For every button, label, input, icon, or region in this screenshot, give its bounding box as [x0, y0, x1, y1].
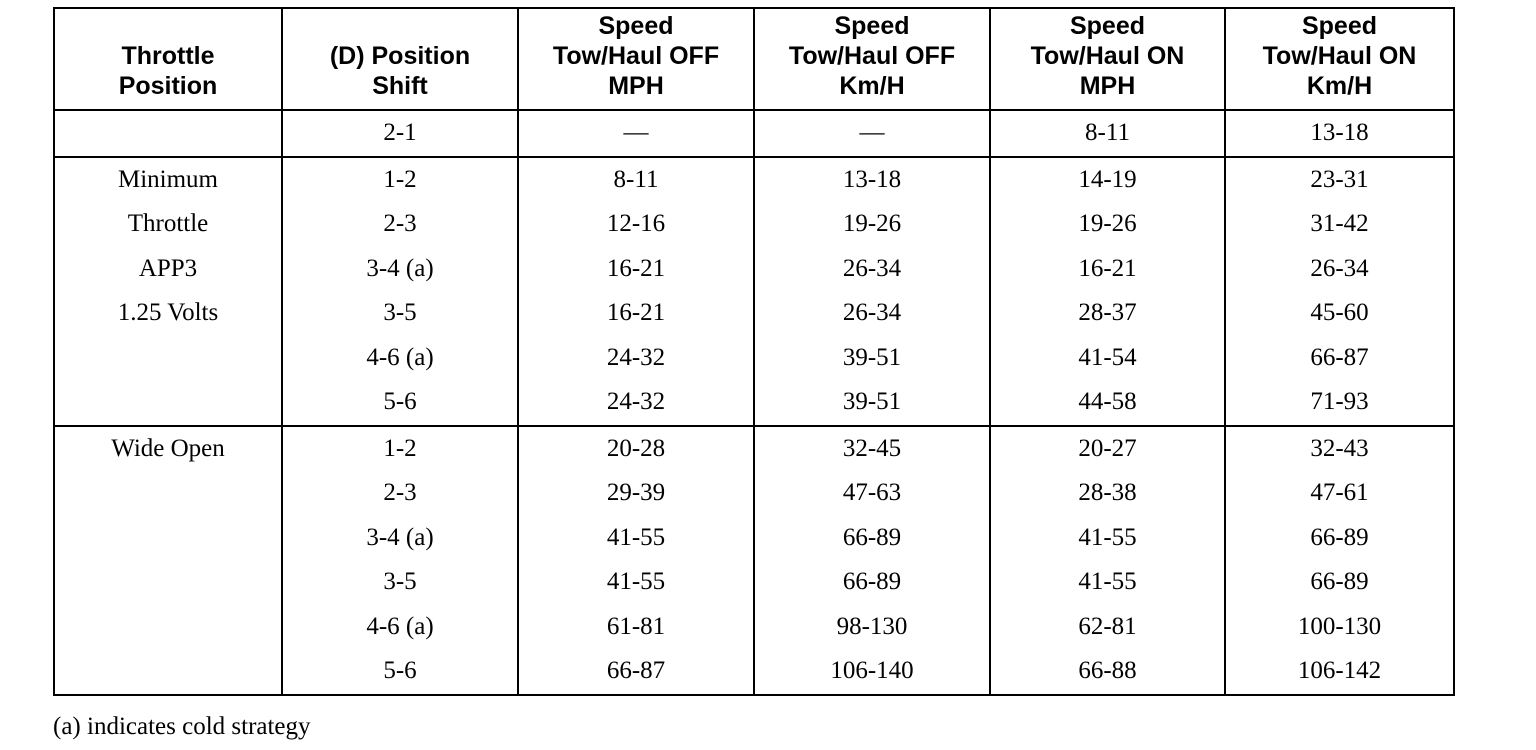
table-cell: 24-32 [518, 380, 754, 426]
table-cell: 66-87 [518, 649, 754, 695]
table-cell: 71-93 [1225, 380, 1454, 426]
table-cell: 3-5 [282, 291, 518, 336]
group-minimum-throttle [54, 157, 1454, 426]
header-speed-on-kmh: Speed Tow/Haul ON Km/H [1225, 8, 1454, 110]
table-cell: 61-81 [518, 605, 754, 650]
table-cell: 8-11 [990, 110, 1225, 157]
footnote-cold-strategy: (a) indicates cold strategy [53, 713, 311, 740]
table-cell: 32-43 [1225, 426, 1454, 472]
table-cell: 20-28 [518, 426, 754, 472]
table-cell: 39-51 [754, 336, 990, 381]
table-row [54, 157, 1454, 203]
table-cell: 66-87 [1225, 336, 1454, 381]
table-cell [54, 605, 282, 650]
table-cell [54, 560, 282, 605]
table-cell: 23-31 [1225, 157, 1454, 203]
table-cell: 14-19 [990, 157, 1225, 203]
table-cell: 41-55 [990, 516, 1225, 561]
table-cell: 26-34 [754, 291, 990, 336]
table-cell: 45-60 [1225, 291, 1454, 336]
table-cell: 16-21 [990, 247, 1225, 292]
table-cell: 4-6 (a) [282, 605, 518, 650]
table-cell: 31-42 [1225, 202, 1454, 247]
table-cell: Minimum [54, 157, 282, 203]
table-cell: 98-130 [754, 605, 990, 650]
table-row [54, 560, 1454, 605]
table-cell [54, 336, 282, 381]
table-cell: 106-142 [1225, 649, 1454, 695]
table-cell: 3-4 (a) [282, 516, 518, 561]
group-wide-open [54, 426, 1454, 695]
table-row [54, 291, 1454, 336]
header-speed-off-mph: Speed Tow/Haul OFF MPH [518, 8, 754, 110]
table-cell: 32-45 [754, 426, 990, 472]
table-cell [54, 649, 282, 695]
table-cell: 5-6 [282, 649, 518, 695]
header-position-shift: (D) Position Shift [282, 8, 518, 110]
table-cell: 1-2 [282, 426, 518, 472]
table-cell: 20-27 [990, 426, 1225, 472]
table-cell: 16-21 [518, 247, 754, 292]
table-cell: Wide Open [54, 426, 282, 472]
table-cell: 12-16 [518, 202, 754, 247]
table-cell: 41-55 [990, 560, 1225, 605]
table-cell: Throttle [54, 202, 282, 247]
shift-speed-table [53, 7, 1455, 696]
table-cell: 66-89 [754, 516, 990, 561]
header-speed-off-kmh: Speed Tow/Haul OFF Km/H [754, 8, 990, 110]
table-header [54, 8, 1454, 110]
table-cell [54, 471, 282, 516]
table-row [54, 605, 1454, 650]
table-cell [54, 380, 282, 426]
table-cell [54, 516, 282, 561]
table-row [54, 110, 1454, 157]
table-cell: 2-1 [282, 110, 518, 157]
table-row [54, 516, 1454, 561]
table-cell: 13-18 [754, 157, 990, 203]
table-cell: 13-18 [1225, 110, 1454, 157]
header-row [54, 8, 1454, 110]
table-cell: 44-58 [990, 380, 1225, 426]
table-cell: 41-54 [990, 336, 1225, 381]
table-cell: 8-11 [518, 157, 754, 203]
table-cell: 19-26 [990, 202, 1225, 247]
table-cell: 41-55 [518, 516, 754, 561]
table-row [54, 426, 1454, 472]
table-row [54, 336, 1454, 381]
table-cell: 28-37 [990, 291, 1225, 336]
table-cell: 16-21 [518, 291, 754, 336]
table-cell: APP3 [54, 247, 282, 292]
table-cell: — [518, 110, 754, 157]
table-cell: 106-140 [754, 649, 990, 695]
table-row [54, 380, 1454, 426]
table-cell: 26-34 [1225, 247, 1454, 292]
table-cell: 24-32 [518, 336, 754, 381]
table-cell: 3-5 [282, 560, 518, 605]
table-cell: 39-51 [754, 380, 990, 426]
table-cell: 4-6 (a) [282, 336, 518, 381]
table-cell: — [754, 110, 990, 157]
table-cell: 2-3 [282, 471, 518, 516]
table-cell: 3-4 (a) [282, 247, 518, 292]
table-cell: 100-130 [1225, 605, 1454, 650]
table-cell: 62-81 [990, 605, 1225, 650]
table-cell: 19-26 [754, 202, 990, 247]
table-row [54, 649, 1454, 695]
table-cell: 47-61 [1225, 471, 1454, 516]
table-row [54, 202, 1454, 247]
table-cell: 41-55 [518, 560, 754, 605]
table-cell: 1.25 Volts [54, 291, 282, 336]
header-speed-on-mph: Speed Tow/Haul ON MPH [990, 8, 1225, 110]
header-throttle-position: Throttle Position [54, 8, 282, 110]
table-cell [54, 110, 282, 157]
table-cell: 5-6 [282, 380, 518, 426]
group-downshift [54, 110, 1454, 157]
table-row [54, 247, 1454, 292]
table-cell: 47-63 [754, 471, 990, 516]
table-cell: 28-38 [990, 471, 1225, 516]
table-cell: 66-89 [754, 560, 990, 605]
table-row [54, 471, 1454, 516]
table-cell: 26-34 [754, 247, 990, 292]
table-cell: 66-89 [1225, 560, 1454, 605]
table-cell: 2-3 [282, 202, 518, 247]
table-cell: 1-2 [282, 157, 518, 203]
table-cell: 66-88 [990, 649, 1225, 695]
table-cell: 29-39 [518, 471, 754, 516]
table-cell: 66-89 [1225, 516, 1454, 561]
